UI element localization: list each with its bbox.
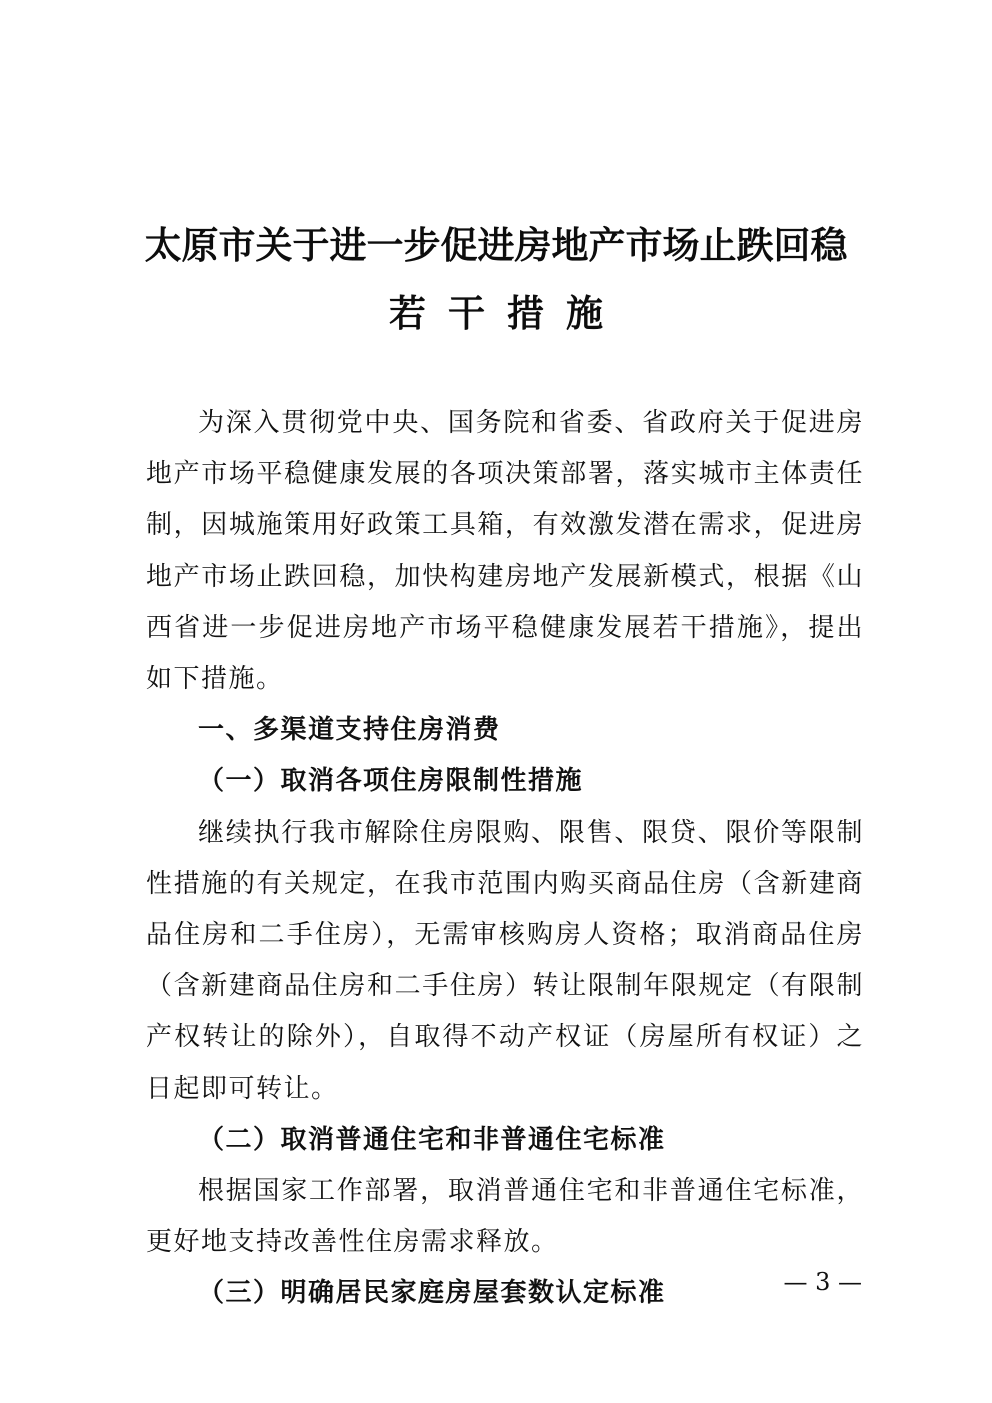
page-number: — 3 —	[783, 1268, 862, 1296]
document-title-line2: 若干措施	[389, 292, 625, 335]
document-title-line1: 太原市关于进一步促进房地产市场止跌回稳	[144, 224, 848, 267]
item-heading-3: （三）明确居民家庭房屋套数认定标准	[198, 1278, 666, 1309]
document-body	[146, 398, 864, 1320]
item-heading-2: （二）取消普通住宅和非普通住宅标准	[198, 1124, 666, 1155]
section-heading-1: 一、多渠道支持住房消费	[198, 715, 501, 746]
item-heading-1: （一）取消各项住房限制性措施	[198, 766, 584, 797]
item-paragraph-1: 继续执行我市解除住房限购、限售、限贷、限价等限制性措施的有关规定，在我市范围内购买商品住房（含新建商品住房和二手住房），无需审核购房人资格；取消商品住房（含新建商品住房和二手住房）转让限制年限规定（有限制产权转让的除外），自取得不动产权证（房屋所有权证）之日起即可转让。	[146, 817, 864, 1104]
item-paragraph-2: 根据国家工作部署，取消普通住宅和非普通住宅标准，更好地支持改善性住房需求释放。	[146, 1176, 864, 1258]
intro-paragraph: 为深入贯彻党中央、国务院和省委、省政府关于促进房地产市场平稳健康发展的各项决策部署，落实城市主体责任制，因城施策用好政策工具箱，有效激发潜在需求，促进房地产市场止跌回稳，加快构建房地产发展新模式，根据《山西省进一步促进房地产市场平稳健康发展若干措施》，提出如下措施。	[146, 408, 864, 695]
